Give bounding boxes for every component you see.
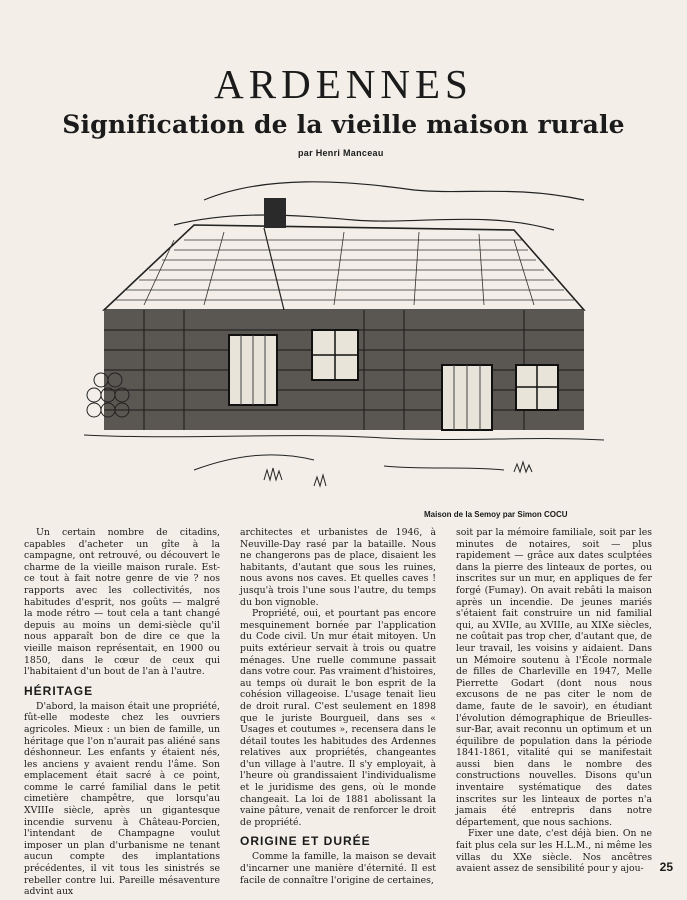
byline: par Henri Manceau	[298, 148, 384, 158]
article-column-1	[24, 527, 220, 898]
article-column-2	[240, 527, 436, 886]
paragraph-intro: Un certain nombre de citadins, capables d'acheter un gîte à la campagne, ont retrouvé, ou découvert le charme de la vieille maison rurale. Est-ce tout à fait notre genre de vie ? nos rapports avec les collectivités, nos habitudes d'esprit, nos goûts — malgré la mode rétro — tout cela a tant changé depuis au moins un demi-siècle qu'il nous apparaît bon de dire ce que la vieille maison représentait, en 1900 ou 1850, dans le cœur de ceux qui l'habitaient d'un bout de l'an à l'autre.	[24, 527, 220, 678]
article-header	[0, 61, 687, 140]
paragraph-property: Propriété, oui, et pourtant pas encore mesquinement bornée par l'application du Code civil. Un mur était mitoyen. Un puits extérieur servait à trois ou quatre ménages. Une ruelle commune passait dans votre cour. Pas vraiment d'histoires, au temps où durait le bon esprit de la cohésion villageoise. L'usage tenait lieu de droit rural. C'est seulement en 1898 que le juriste Bourgueil, dans ses « Usages et coutumes », recensera dans le détail toutes les habitudes des Ardennes relatives aux propriétés, changeantes d'un village à l'autre. Il s'y employait, à l'heure où grandissaient l'individualisme et le juridisme des gens, où le monde changeait. La loi de 1881 abolissant la vaine pâture, venait de renforcer le droit de propriété.	[240, 608, 436, 828]
section-heading-heritage: HÉRITAGE	[24, 683, 94, 698]
paragraph-heritage: D'abord, la maison était une propriété, fût-elle modeste chez les ouvriers agricoles. Mieux : un bien de famille, un héritage que l'on n'aurait pas aliéné sans déshonneur. Les enfants y étaient nés, les anciens y avaient rendu l'âme. Son emplacement était sacré à ce point, comme le carré familial dans le petit cimetière champêtre, que lorsqu'au XVIIIe siècle, après un gigantesque incendie survenu à Château-Porcien, l'intendant de Champagne voulut imposer un plan d'urbanisme ne tenant aucun compte des implantations précédentes, il vit tous les sinistrés se rebeller contre lui. Pareille mésaventure advint aux	[24, 700, 220, 898]
paragraph-origin: Comme la famille, la maison se devait d'incarner une manière d'éternité. Il est facile de connaître l'origine de certaines,	[240, 851, 436, 886]
region-title: ARDENNES	[214, 61, 473, 107]
paragraph-fix-date: Fixer une date, c'est déjà bien. On ne fait plus cela sur les H.L.M., ni même les villas du XXe siècle. Nos ancêtres avaient assez de sensibilité pour y ajou-	[456, 828, 652, 875]
house-illustration	[84, 170, 604, 500]
paragraph-continued: architectes et urbanistes de 1946, à Neuville-Day rasé par la bataille. Nous ne changerons pas de place, disaient les habitants, d'autant que sous les ruines, nous avons nos caves. Et quelles caves ! jusqu'à trois l'une sous l'autre, du temps du bon vignoble.	[240, 527, 436, 608]
page-number: 25	[659, 860, 673, 874]
article-title: Signification de la vieille maison rurale	[62, 110, 625, 139]
illustration-caption: Maison de la Semoy par Simon COCU	[424, 510, 568, 519]
section-heading-origin: ORIGINE ET DURÉE	[240, 834, 371, 849]
paragraph-dates: soit par la mémoire familiale, soit par les minutes de notaires, soit — plus rapidement — grâce aux dates sculptées dans la pierre des linteaux de portes, ou inscrites sur un mur, en appliques de fer forgé (Fumay). On avait rebâti la maison après un incendie. De jeunes mariés s'étaient fait construire un nid familial qui, au XVIIe, au XVIIIe, au XIXe siècles, ne coûtait pas trop cher, d'autant que, de leur travail, les voisins y aidaient. Dans un Mémoire soutenu à l'École normale de filles de Charleville en 1947, Melle Pierrette Godart (dont nous nous excusons de ne pas citer le nom de dame, faute de le savoir), en étudiant l'évolution démographique de Brieulles-sur-Bar, avait reconnu un optimum et un équilibre de population dans la période 1841-1861, vitalité qui se manifestait aussi bien dans le nombre des constructions nouvelles. Disons qu'un inventaire systématique des dates inscrites sur les linteaux de portes n'a jamais été entrepris dans notre département, que nous sachions.	[456, 527, 652, 828]
article-column-3	[456, 527, 652, 875]
